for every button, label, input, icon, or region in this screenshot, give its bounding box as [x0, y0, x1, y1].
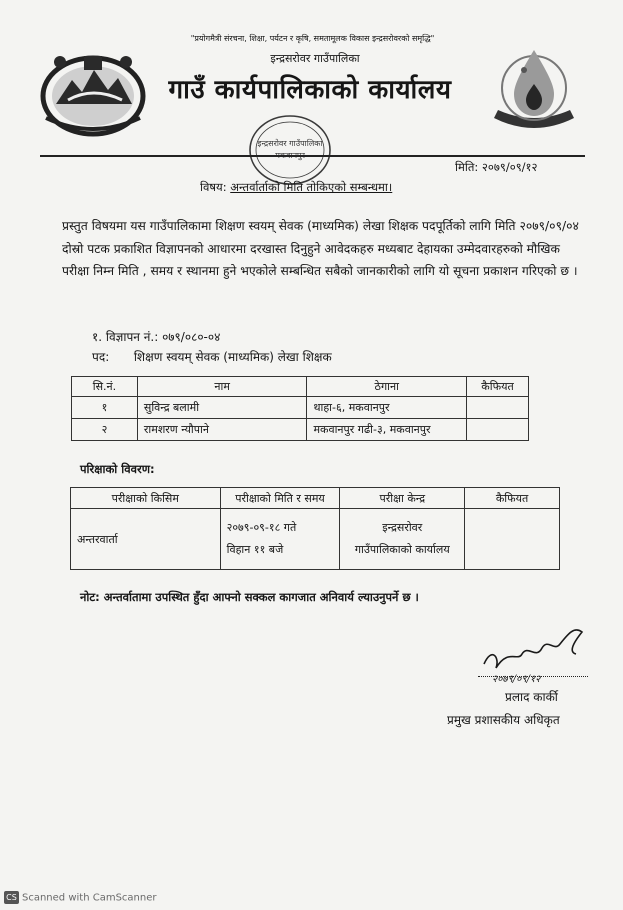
exam-table	[70, 487, 560, 570]
name-cell: सुविन्द्र बलामी	[137, 397, 307, 419]
col-header-exam-date: परीक्षाको मिति र समय	[220, 488, 340, 509]
subject-text: अन्तर्वार्ताको मिति तोकिएको सम्बन्धमा।	[230, 180, 393, 194]
camscanner-text: Scanned with CamScanner	[22, 892, 157, 904]
camscanner-logo-icon: CS	[4, 891, 19, 904]
note-text: नोट: अन्तर्वातामा उपस्थित हुँदा आफ्नो सक्कल कागजात अनिवार्य ल्याउनुपर्ने छ ।	[80, 590, 419, 604]
serial-cell: २	[72, 419, 138, 441]
table-row	[72, 419, 529, 441]
subject-label: विषय:	[200, 180, 227, 194]
table-header-row	[72, 377, 529, 397]
exam-center-line1: इन्द्रसरोवर	[382, 521, 423, 534]
table-row	[71, 509, 560, 570]
table-row	[72, 397, 529, 419]
name-cell: रामशरण न्यौपाने	[137, 419, 307, 441]
signer-title: प्रमुख प्रशासकीय अधिकृत	[447, 713, 560, 727]
col-header-serial: सि.नं.	[72, 377, 138, 397]
motto-text: "प्रयोगमैत्री संरचना, शिक्षा, पर्यटन र कृषि, समतामूलक विकास इन्द्रसरोवरको समृद्धि"	[190, 34, 435, 43]
advert-number: १. विज्ञापन नं.: ०७९/०८०-०४	[92, 330, 221, 344]
col-header-exam-center: परीक्षा केन्द्र	[340, 488, 465, 509]
table-header-row	[71, 488, 560, 509]
exam-center-cell	[340, 509, 465, 570]
camscanner-watermark	[4, 891, 157, 904]
municipality-logo-icon	[486, 40, 582, 136]
col-header-name: नाम	[137, 377, 307, 397]
exam-time-line: विहान ११ बजे	[226, 543, 284, 556]
exam-type-cell: अन्तरवार्ता	[71, 509, 221, 570]
header-divider	[40, 155, 585, 157]
address-cell: मकवानपुर गढी-३, मकवानपुर	[307, 419, 467, 441]
signature-date: २०७९/०९/१२	[492, 674, 541, 685]
post-label: पद:	[92, 350, 110, 364]
exam-date-line: २०७९-०९-१८ गते	[226, 521, 297, 534]
office-title: गाउँ कार्यपालिकाको कार्यालय	[168, 75, 452, 105]
col-header-exam-type: परीक्षाको किसिम	[71, 488, 221, 509]
exam-center-line2: गाउँपालिकाको कार्यालय	[354, 543, 450, 556]
remarks-cell	[467, 419, 529, 441]
serial-cell: १	[72, 397, 138, 419]
nepal-emblem-icon	[38, 48, 148, 138]
candidates-table	[71, 376, 529, 441]
svg-text:मकवानपुर: मकवानपुर	[275, 151, 305, 160]
signer-name: प्रलाद कार्की	[505, 690, 558, 704]
office-seal-stamp	[244, 110, 344, 188]
date-line	[455, 160, 538, 175]
post-value: शिक्षण स्वयम् सेवक (माध्यमिक) लेखा शिक्षक	[133, 350, 332, 364]
post-line	[92, 348, 332, 365]
exam-date-cell	[220, 509, 340, 570]
svg-text:इन्द्रसरोवर गाउँपालिका: इन्द्रसरोवर गाउँपालिका	[257, 139, 323, 148]
signature-line	[478, 676, 588, 677]
subject-line	[200, 180, 392, 195]
col-header-address: ठेगाना	[307, 377, 467, 397]
remarks-cell	[467, 397, 529, 419]
exam-details-heading: परिक्षाको विवरण:	[80, 462, 155, 476]
date-label: मिति:	[455, 160, 479, 174]
municipality-name: इन्द्रसरोवर गाउँपालिका	[270, 52, 360, 65]
col-header-exam-remarks: कैफियत	[465, 488, 560, 509]
address-cell: थाहा-६, मकवानपुर	[307, 397, 467, 419]
exam-remarks-cell	[465, 509, 560, 570]
col-header-remarks: कैफियत	[467, 377, 529, 397]
date-value: २०७९/०९/१२	[481, 160, 538, 174]
body-paragraph: प्रस्तुत विषयमा यस गाउँपालिकामा शिक्षण स्वयम् सेवक (माध्यमिक) लेखा शिक्षक पदपूर्तिको लागि मिति २०७९/०९/०४ दोस्रो पटक प्रकाशित विज्ञापनको आधारमा दरखास्त दिनुहुने आवेदकहरु मध्यबाट देहायका उम्मेदवारहरुको मौखिक परीक्षा निम्न मिति , समय र स्थानमा हुने भएकोले सम्बन्धित सबैको जानकारीको लागि यो सूचना प्रकाशन गरिएको छ ।	[62, 219, 579, 278]
